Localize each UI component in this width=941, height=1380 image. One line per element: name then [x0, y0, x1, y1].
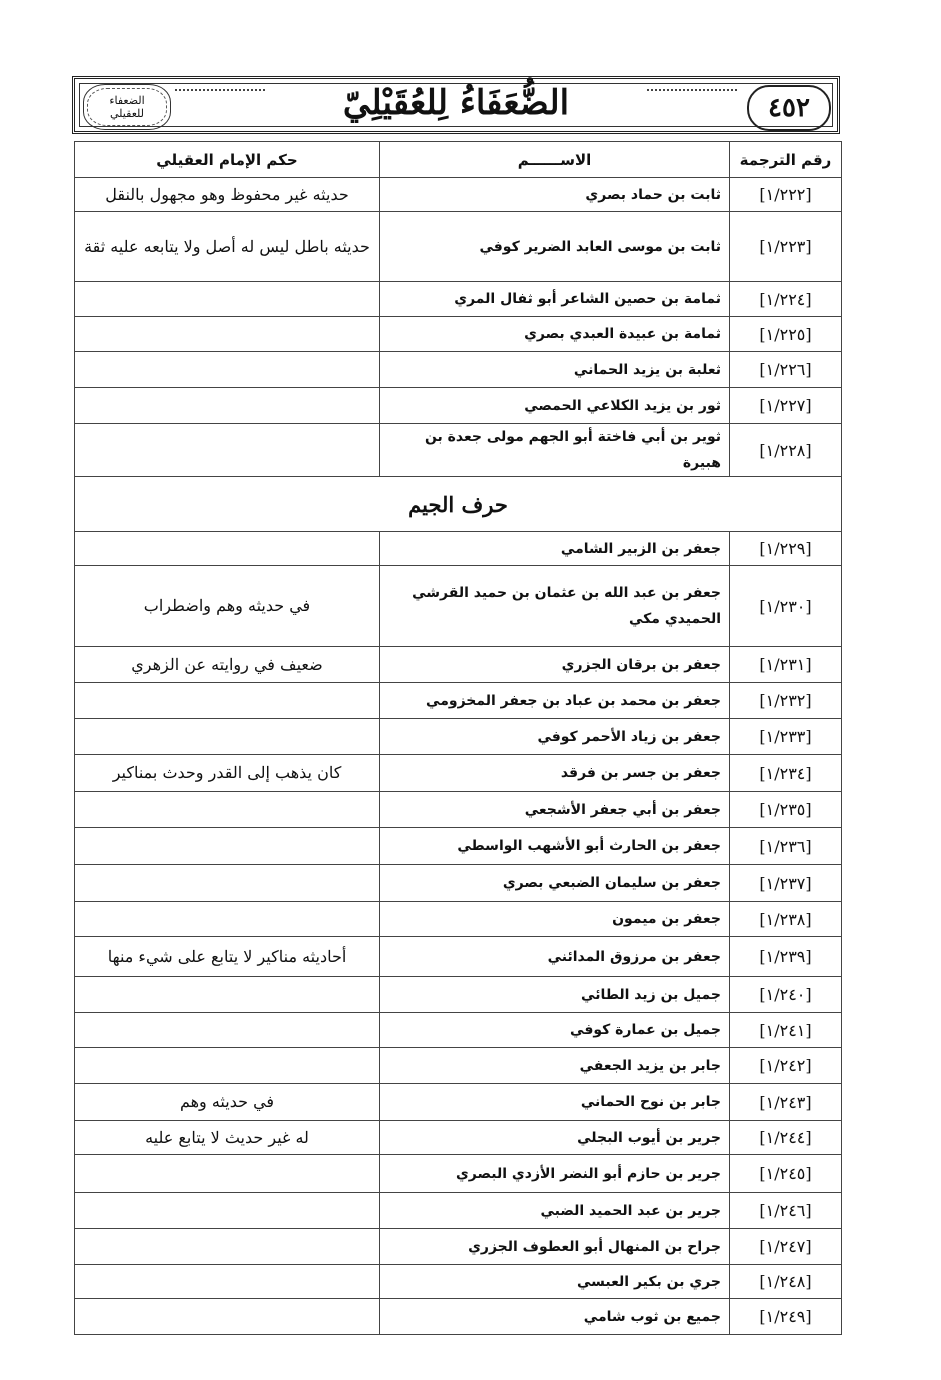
table-row	[75, 566, 842, 647]
narrator-name: جعفر بن الزبير الشامي	[380, 532, 730, 566]
table-row	[75, 755, 842, 792]
narrator-name: ثابت بن موسى العابد الضرير كوفي	[380, 212, 730, 282]
judgment	[75, 317, 380, 352]
book-title: الضُّعَفَاءُ لِلعُقَيْلِيّ	[342, 83, 570, 123]
entry-number: [١/٢٣٠]	[730, 566, 842, 647]
narrator-name: جعفر بن أبي جعفر الأشجعي	[380, 792, 730, 828]
judgment	[75, 683, 380, 719]
judgment: أحاديثه مناكير لا يتابع على شيء منها	[75, 937, 380, 977]
narrator-name: ثمامة بن حصين الشاعر أبو ثفال المري	[380, 282, 730, 317]
narrator-name: جعفر بن جسر بن فرقد	[380, 755, 730, 792]
table-header-row	[75, 142, 842, 178]
table-row	[75, 1013, 842, 1048]
table-row	[75, 647, 842, 683]
judgment	[75, 1265, 380, 1299]
entry-number: [١/٢٣٩]	[730, 937, 842, 977]
narrator-name: جميل بن عمارة كوفي	[380, 1013, 730, 1048]
table-row	[75, 1121, 842, 1155]
table-row	[75, 1155, 842, 1193]
judgment	[75, 424, 380, 477]
table-row	[75, 352, 842, 388]
table-row	[75, 719, 842, 755]
narrator-name: جعفر بن زياد الأحمر كوفي	[380, 719, 730, 755]
judgment	[75, 1013, 380, 1048]
table-row	[75, 212, 842, 282]
table-row	[75, 1299, 842, 1335]
entry-number: [١/٢٢٥]	[730, 317, 842, 352]
judgment: في حديثه وهم واضطراب	[75, 566, 380, 647]
table-row	[75, 532, 842, 566]
entry-number: [١/٢٤٩]	[730, 1299, 842, 1335]
entry-number: [١/٢٢٨]	[730, 424, 842, 477]
entry-number: [١/٢٤٥]	[730, 1155, 842, 1193]
table-row	[75, 792, 842, 828]
narrator-name: جراح بن المنهال أبو العطوف الجزري	[380, 1229, 730, 1265]
table-row	[75, 977, 842, 1013]
entry-number: [١/٢٣٢]	[730, 683, 842, 719]
judgment	[75, 792, 380, 828]
narrator-name: جابر بن نوح الحماني	[380, 1084, 730, 1121]
narrator-name: جعفر بن عبد الله بن عثمان بن حميد القرشي الحميدي مكي	[380, 566, 730, 647]
table-row	[75, 317, 842, 352]
narrator-name: ثور بن يزيد الكلاعي الحمصي	[380, 388, 730, 424]
table-row	[75, 937, 842, 977]
table-row	[75, 282, 842, 317]
narrator-name: جابر بن يزيد الجعفي	[380, 1048, 730, 1084]
narrator-name: جعفر بن محمد بن عباد بن جعفر المخزومي	[380, 683, 730, 719]
judgment: كان يذهب إلى القدر وحدث بمناكير	[75, 755, 380, 792]
logo-text-line1: الضعفاء	[109, 94, 145, 107]
judgment	[75, 352, 380, 388]
judgment	[75, 1299, 380, 1335]
narrator-name: جعفر بن مرزوق المدائني	[380, 937, 730, 977]
page-number: ٤٥٢	[747, 85, 831, 131]
section-row	[75, 477, 842, 532]
table-row	[75, 1229, 842, 1265]
judgment	[75, 532, 380, 566]
narrator-name: ثابت بن حماد بصري	[380, 178, 730, 212]
judgment	[75, 282, 380, 317]
entry-number: [١/٢٣٨]	[730, 902, 842, 937]
entry-number: [١/٢٣٥]	[730, 792, 842, 828]
entry-number: [١/٢٤٣]	[730, 1084, 842, 1121]
judgment	[75, 902, 380, 937]
narrator-name: جعفر بن ميمون	[380, 902, 730, 937]
table-row	[75, 828, 842, 865]
table-row	[75, 424, 842, 477]
judgment	[75, 1048, 380, 1084]
header-entry-number: رقم الترجمة	[730, 142, 842, 178]
table-row	[75, 388, 842, 424]
entry-number: [١/٢٣٦]	[730, 828, 842, 865]
narrator-name: جعفر بن الحارث أبو الأشهب الواسطي	[380, 828, 730, 865]
entry-number: [١/٢٣١]	[730, 647, 842, 683]
logo-text-line2: للعقيلي	[110, 107, 144, 120]
narrators-table	[74, 141, 842, 1335]
logo-ornament	[87, 88, 167, 126]
table-row	[75, 1193, 842, 1229]
narrator-name: ثمامة بن عبيدة العبدي بصري	[380, 317, 730, 352]
header-name: الاســــــم	[380, 142, 730, 178]
entry-number: [١/٢٢٤]	[730, 282, 842, 317]
judgment: حديثه باطل ليس له أصل ولا يتابعه عليه ثقة	[75, 212, 380, 282]
entry-number: [١/٢٣٣]	[730, 719, 842, 755]
entry-number: [١/٢٤٠]	[730, 977, 842, 1013]
table-row	[75, 1048, 842, 1084]
narrator-name: جري بن بكير العبسي	[380, 1265, 730, 1299]
judgment: له غير حديث لا يتابع عليه	[75, 1121, 380, 1155]
judgment	[75, 1193, 380, 1229]
narrator-name: جرير بن حازم أبو النضر الأزدي البصري	[380, 1155, 730, 1193]
book-logo-seal	[83, 84, 171, 130]
judgment	[75, 977, 380, 1013]
entry-number: [١/٢٢٩]	[730, 532, 842, 566]
narrator-name: جعفر بن سليمان الضبعي بصري	[380, 865, 730, 902]
entry-number: [١/٢٤٨]	[730, 1265, 842, 1299]
judgment: حديثه غير محفوظ وهو مجهول بالنقل	[75, 178, 380, 212]
table-row	[75, 1084, 842, 1121]
entry-number: [١/٢٢٧]	[730, 388, 842, 424]
table-row	[75, 902, 842, 937]
narrator-name: ثوير بن أبي فاختة أبو الجهم مولى جعدة بن هبيرة	[380, 424, 730, 477]
entry-number: [١/٢٣٤]	[730, 755, 842, 792]
entry-number: [١/٢٣٧]	[730, 865, 842, 902]
judgment	[75, 719, 380, 755]
judgment	[75, 388, 380, 424]
narrator-name: جرير بن أيوب البجلي	[380, 1121, 730, 1155]
narrator-name: ثعلبة بن يزيد الحماني	[380, 352, 730, 388]
section-title: حرف الجيم	[75, 477, 842, 532]
entry-number: [١/٢٢٣]	[730, 212, 842, 282]
entry-number: [١/٢٤٤]	[730, 1121, 842, 1155]
entry-number: [١/٢٢٦]	[730, 352, 842, 388]
table-row	[75, 1265, 842, 1299]
entry-number: [١/٢٤٧]	[730, 1229, 842, 1265]
judgment: ضعيف في روايته عن الزهري	[75, 647, 380, 683]
judgment	[75, 865, 380, 902]
table-body	[75, 178, 842, 1335]
judgment: في حديثه وهم	[75, 1084, 380, 1121]
table-row	[75, 683, 842, 719]
table-row	[75, 865, 842, 902]
judgment	[75, 1155, 380, 1193]
entry-number: [١/٢٤٦]	[730, 1193, 842, 1229]
entry-number: [١/٢٤٢]	[730, 1048, 842, 1084]
page-header	[72, 76, 840, 134]
narrator-name: جميع بن ثوب شامي	[380, 1299, 730, 1335]
judgment	[75, 828, 380, 865]
narrator-name: جرير بن عبد الحميد الضبي	[380, 1193, 730, 1229]
judgment	[75, 1229, 380, 1265]
narrator-name: جعفر بن برقان الجزري	[380, 647, 730, 683]
header-judgment: حكم الإمام العقيلي	[75, 142, 380, 178]
entry-number: [١/٢٤١]	[730, 1013, 842, 1048]
narrator-name: جميل بن زيد الطائي	[380, 977, 730, 1013]
table-row	[75, 178, 842, 212]
entry-number: [١/٢٢٢]	[730, 178, 842, 212]
